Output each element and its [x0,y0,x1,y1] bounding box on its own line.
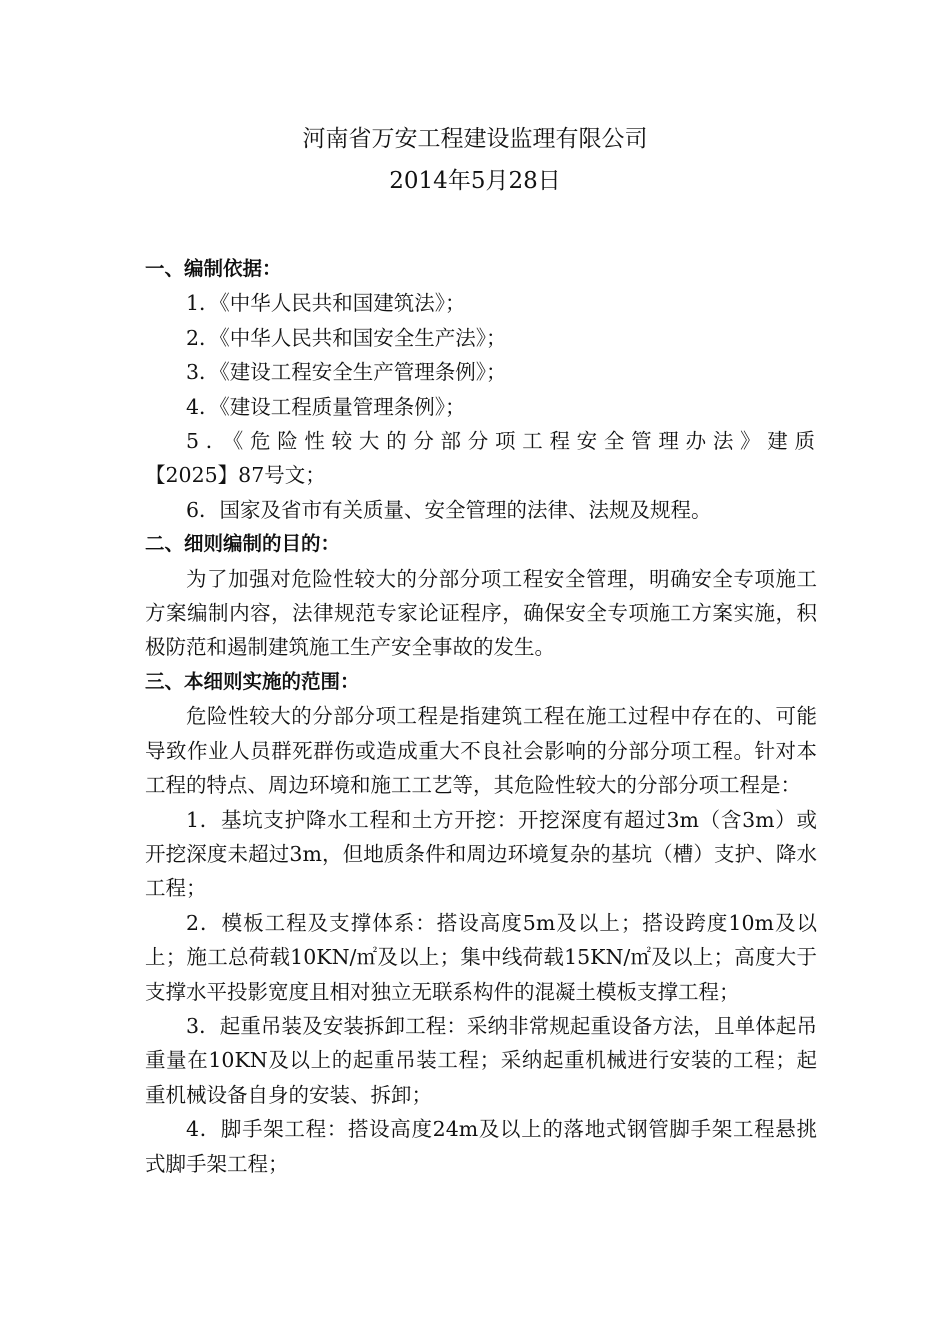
scope-item-3: 3．起重吊装及安装拆卸工程：采纳非常规起重设备方法，且单体起吊重量在10KN及以上的起重吊装工程；采纳起重机械进行安装的工程；起重机械设备自身的安装、拆卸； [145,1013,817,1107]
document-date: 2014年5月28日 [389,168,561,194]
section-2-heading: 二、细则编制的目的： [145,532,341,556]
basis-item-2: 2．《中华人民共和国安全生产法》； [186,325,507,350]
company-name: 河南省万安工程建设监理有限公司 [302,126,648,152]
document-body [145,252,817,1181]
scope-intro-paragraph: 危险性较大的分部分项工程是指建筑工程在施工过程中存在的、可能导致作业人员群死群伤或造成重大不良社会影响的分部分项工程。针对本工程的特点、周边环境和施工工艺等，其危险性较大的分部分项工程是： [145,704,817,798]
scope-item-1: 1．基坑支护降水工程和土方开挖：开挖深度有超过3m（含3m）或开挖深度未超过3m，但地质条件和周边环境复杂的基坑（槽）支护、降水工程； [145,807,817,901]
document-header [0,118,950,202]
section-1-heading: 一、编制依据： [145,257,282,280]
basis-item-1: 1．《中华人民共和国建筑法》； [186,291,466,316]
basis-item-4: 4．《建设工程质量管理条例》； [186,394,466,419]
basis-item-5-cont: 【2025】87号文； [145,463,326,488]
section-3-heading: 三、本细则实施的范围： [145,669,360,693]
purpose-paragraph: 为了加强对危险性较大的分部分项工程安全管理，明确安全专项施工方案编制内容，法律规范专家论证程序，确保安全专项施工方案实施，积极防范和遏制建筑施工生产安全事故的发生。 [145,566,817,660]
basis-item-5: 5．《危险性较大的分部分项工程安全管理办法》建质 [186,429,817,454]
basis-item-6: 6．国家及省市有关质量、安全管理的法律、法规及规程。 [186,497,712,522]
scope-item-2: 2．模板工程及支撑体系：搭设高度5m及以上；搭设跨度10m及以上；施工总荷载10KN/㎡及以上；集中线荷载15KN/㎡及以上；高度大于支撑水平投影宽度且相对独立无联系构件的混凝土模板支撑工程； [145,910,817,1004]
basis-item-3: 3．《建设工程安全生产管理条例》； [186,360,507,385]
scope-item-4: 4．脚手架工程：搭设高度24m及以上的落地式钢管脚手架工程悬挑式脚手架工程； [145,1117,817,1176]
